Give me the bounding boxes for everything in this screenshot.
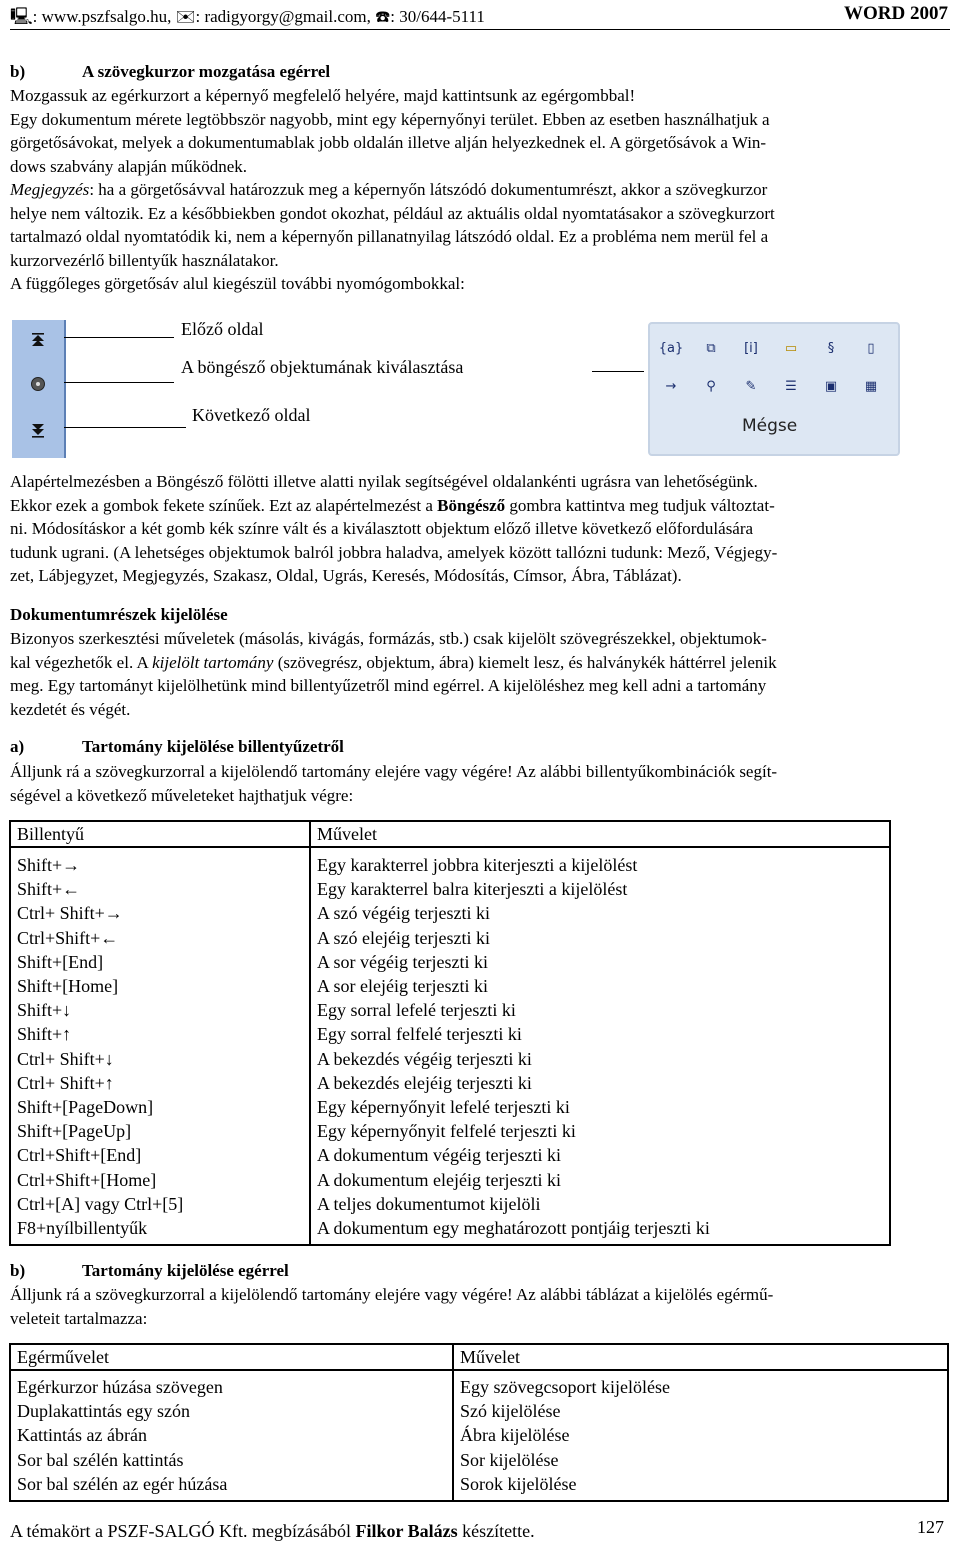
header-contact: 🖳: www.pszfsalgo.hu, ✉: radigyorgy@gmail.com, ☎: 30/644-5111 bbox=[10, 7, 485, 26]
result-cell: Szó kijelölése bbox=[460, 1401, 561, 1422]
action-cell: A sor végéig terjeszti ki bbox=[317, 951, 488, 972]
section-heading-mouse-selection bbox=[10, 1260, 289, 1282]
mouse-action-cell: Egérkurzor húzása szövegen bbox=[17, 1377, 223, 1397]
table-header-cell: Egérművelet bbox=[10, 1344, 453, 1370]
table-body bbox=[10, 847, 890, 1245]
header-divider bbox=[10, 29, 950, 30]
mouse-action-cell: Duplakattintás egy szón bbox=[17, 1401, 190, 1422]
mouse-action-cell: Kattintás az ábrán bbox=[17, 1425, 147, 1446]
paragraph-browse-defaults bbox=[10, 470, 950, 588]
action-cell: Egy sorral lefelé terjeszti ki bbox=[317, 1000, 516, 1021]
action-cell: Egy képernyőnyit lefelé terjeszti ki bbox=[317, 1097, 570, 1118]
text-span: kal végezhetők el. A bbox=[10, 652, 153, 672]
section-number: a) bbox=[10, 737, 25, 756]
callout-previous-page: Előző oldal bbox=[181, 319, 264, 339]
text-line: Bizonyos szerkesztési műveletek (másolás, kivágás, formázás, stb.) csak kijelölt szövegrészekkel, objektumok- bbox=[10, 629, 767, 648]
key-cell: Ctrl+ Shift+→ bbox=[17, 903, 123, 924]
table-icon[interactable]: ▦ bbox=[864, 379, 878, 394]
action-cell: A szó végéig terjeszti ki bbox=[317, 903, 490, 924]
table-header-row bbox=[10, 1344, 948, 1370]
page-footer bbox=[10, 1517, 950, 1542]
key-cell: Ctrl+Shift+← bbox=[17, 927, 119, 948]
key-cell: Shift+← bbox=[17, 879, 81, 900]
key-cell: Ctrl+ Shift+↓ bbox=[17, 1048, 114, 1069]
callout-line bbox=[64, 382, 174, 383]
action-cell: A teljes dokumentumot kijelöli bbox=[317, 1193, 541, 1214]
text-line: helye nem változik. Ez a későbbiekben gondot okozhat, például az aktuális oldal nyomtatásakor a szövegkurzort bbox=[10, 203, 775, 223]
previous-page-icon[interactable] bbox=[28, 332, 48, 348]
key-cell: Ctrl+ Shift+↑ bbox=[17, 1072, 114, 1093]
edits-icon[interactable]: ✎ bbox=[745, 379, 757, 394]
keyboard-shortcut-table bbox=[9, 820, 891, 1246]
cancel-button[interactable]: Mégse bbox=[742, 416, 798, 436]
graphic-icon[interactable]: ▣ bbox=[824, 379, 838, 394]
text-line: ni. Módosításkor a két gomb kék színre vált és a kiválasztott objektum előző illetve következő előfordulására bbox=[10, 519, 754, 538]
callout-next-page: Következő oldal bbox=[192, 405, 311, 425]
footer-text: A témakört a PSZF-SALGÓ Kft. megbízásából bbox=[10, 1521, 356, 1541]
key-cell: Shift+[Home] bbox=[17, 976, 119, 997]
section-heading-cursor-mouse bbox=[10, 61, 330, 83]
mouse-action-column bbox=[10, 1370, 453, 1501]
text-span: gombra kattintva meg tudjuk változtat- bbox=[505, 495, 775, 515]
mouse-action-table bbox=[9, 1343, 949, 1502]
page-header bbox=[10, 2, 950, 28]
text-line: veleteit tartalmazza: bbox=[10, 1308, 148, 1328]
vertical-scrollbar-image bbox=[12, 320, 66, 458]
section-title: Tartomány kijelölése billentyűzetről bbox=[82, 737, 344, 756]
footer-text: készítette. bbox=[457, 1521, 535, 1541]
header-title: WORD 2007 bbox=[844, 3, 948, 24]
table-header-row bbox=[10, 821, 890, 847]
text-line: görgetősávokat, melyek a dokumentumablak jobb oldalán illetve alján helyezkednek el. A görgetősávok a Win- bbox=[10, 133, 767, 152]
section-number: b) bbox=[10, 62, 26, 81]
section-title: A szövegkurzor mozgatása egérrel bbox=[82, 62, 331, 81]
action-cell: A bekezdés elejéig terjeszti ki bbox=[317, 1072, 532, 1093]
field-icon[interactable]: {a} bbox=[658, 341, 684, 356]
table-header-cell: Művelet bbox=[453, 1344, 948, 1370]
note-line bbox=[10, 178, 950, 202]
key-cell: Shift+↓ bbox=[17, 1000, 72, 1021]
goto-icon[interactable]: → bbox=[665, 379, 677, 394]
note-label: Megjegyzés bbox=[10, 180, 90, 199]
table-body bbox=[10, 1370, 948, 1501]
key-cell: Ctrl+Shift+[Home] bbox=[17, 1169, 157, 1190]
footer-author: Filkor Balázs bbox=[355, 1521, 458, 1541]
heading-icon[interactable]: ☰ bbox=[785, 379, 797, 394]
text-line: tartalmazó oldal nyomtatódik ki, nem a képernyőn pillanatnyilag látszódó oldal. Ez a probléma nem merül fel a bbox=[10, 227, 769, 246]
result-cell: Egy szövegcsoport kijelölése bbox=[460, 1377, 670, 1397]
text-line: kurzorvezérlő billentyűk használatakor. bbox=[10, 250, 279, 270]
section-number: b) bbox=[10, 1261, 26, 1280]
text-span: (szövegrész, objektum, ábra) kiemelt lesz, és halványkék háttérrel jelenik bbox=[273, 652, 777, 672]
text-line: Álljunk rá a szövegkurzorral a kijelölendő tartomány elejére vagy végére! Az alábbi billentyűkombinációk segít- bbox=[10, 762, 778, 781]
browse-object-icon[interactable] bbox=[28, 376, 48, 392]
table-header-cell: Billentyű bbox=[10, 821, 310, 847]
text-line: kezdetét és végét. bbox=[10, 699, 131, 719]
key-cell: Shift+→ bbox=[17, 855, 81, 875]
text-line: Egy dokumentum mérete legtöbbször nagyobb, mint egy képernyőnyi terület. Ebben az esetben használhatjuk a bbox=[10, 109, 770, 129]
result-cell: Sorok kijelölése bbox=[460, 1473, 577, 1494]
result-cell: Sor kijelölése bbox=[460, 1449, 559, 1470]
key-column bbox=[10, 847, 310, 1245]
key-cell: Shift+[PageUp] bbox=[17, 1121, 132, 1142]
endnote-icon[interactable]: ⧉ bbox=[706, 341, 716, 356]
text-line: Alapértelmezésben a Böngésző fölötti illetve alatti nyilak segítségével oldalankénti ugrásra van lehetőségünk. bbox=[10, 472, 758, 491]
mouse-action-cell: Sor bal szélén az egér húzása bbox=[17, 1473, 228, 1494]
action-cell: Egy sorral felfelé terjeszti ki bbox=[317, 1024, 522, 1045]
next-page-icon[interactable] bbox=[28, 422, 48, 438]
text-line: dows szabvány alapján működnek. bbox=[10, 156, 247, 176]
action-column bbox=[310, 847, 890, 1245]
result-cell: Ábra kijelölése bbox=[460, 1425, 570, 1446]
find-icon[interactable]: ⚲ bbox=[706, 379, 716, 394]
paragraph-document-parts bbox=[10, 627, 950, 721]
page-number: 127 bbox=[917, 1517, 944, 1537]
key-cell: Shift+[PageDown] bbox=[17, 1097, 154, 1118]
bold-term: Böngésző bbox=[437, 495, 506, 515]
action-cell: A dokumentum egy meghatározott pontjáig terjeszti ki bbox=[317, 1218, 710, 1239]
browse-object-palette bbox=[648, 322, 900, 456]
text-line: ségével a következő műveleteket hajthatjuk végre: bbox=[10, 785, 354, 805]
callout-browse-object: A böngésző objektumának kiválasztása bbox=[181, 357, 464, 377]
text-line: A függőleges görgetősáv alul kiegészül további nyomógombokkal: bbox=[10, 274, 465, 293]
key-cell: F8+nyílbillentyűk bbox=[17, 1218, 148, 1239]
action-cell: A sor elejéig terjeszti ki bbox=[317, 976, 488, 997]
action-cell: Egy képernyőnyit felfelé terjeszti ki bbox=[317, 1121, 576, 1142]
result-column bbox=[453, 1370, 948, 1501]
page-icon[interactable]: ▯ bbox=[867, 341, 875, 356]
key-cell: Shift+[End] bbox=[17, 951, 104, 972]
text-line bbox=[10, 494, 950, 518]
key-cell: Ctrl+Shift+[End] bbox=[17, 1145, 142, 1166]
callout-line bbox=[64, 427, 186, 428]
section-title: Tartomány kijelölése egérrel bbox=[82, 1261, 289, 1280]
comment-icon[interactable]: ▭ bbox=[784, 341, 798, 356]
action-cell: A szó elejéig terjeszti ki bbox=[317, 927, 490, 948]
section-heading-keyboard-selection bbox=[10, 736, 344, 758]
text-line: Álljunk rá a szövegkurzorral a kijelölendő tartomány elejére vagy végére! Az alábbi táblázat a kijelölés egérmű- bbox=[10, 1285, 774, 1304]
action-cell: A dokumentum végéig terjeszti ki bbox=[317, 1145, 561, 1166]
paragraph-cursor-mouse bbox=[10, 84, 950, 296]
action-cell: A dokumentum elejéig terjeszti ki bbox=[317, 1169, 561, 1190]
text-span: : ha a görgetősávval határozzuk meg a képernyőn látszódó dokumentumrészt, akkor a szövegkurzor bbox=[89, 180, 768, 199]
mouse-action-cell: Sor bal szélén kattintás bbox=[17, 1449, 184, 1470]
paragraph-mouse-selection bbox=[10, 1283, 950, 1330]
text-line: zet, Lábjegyzet, Megjegyzés, Szakasz, Oldal, Ugrás, Keresés, Módosítás, Címsor, Ábra, Táblázat). bbox=[10, 566, 682, 585]
footnote-icon[interactable]: [i] bbox=[744, 341, 758, 356]
text-span: Ekkor ezek a gombok fekete színűek. Ezt az alapértelmezést a bbox=[10, 495, 438, 515]
callout-line bbox=[64, 337, 174, 338]
table-header-cell: Művelet bbox=[310, 821, 890, 847]
action-cell: Egy karakterrel balra kiterjeszti a kijelölést bbox=[317, 879, 628, 900]
callout-line bbox=[592, 371, 644, 372]
text-line bbox=[10, 651, 950, 675]
text-line: tudunk ugrani. (A lehetséges objektumok balról jobbra haladva, amelyek között tallózni tudunk: Mező, Végjegy- bbox=[10, 542, 778, 562]
action-cell: A bekezdés végéig terjeszti ki bbox=[317, 1048, 532, 1069]
key-cell: Shift+↑ bbox=[17, 1024, 72, 1045]
action-cell: Egy karakterrel jobbra kiterjeszti a kijelölést bbox=[317, 855, 638, 875]
text-line: meg. Egy tartományt kijelölhetünk mind billentyűzetről mind egérrel. A kijelöléshez meg kell adni a tartomány bbox=[10, 676, 767, 695]
section-heading-document-parts: Dokumentumrészek kijelölése bbox=[10, 605, 228, 624]
key-cell: Ctrl+[A] vagy Ctrl+[5] bbox=[17, 1193, 184, 1214]
paragraph-keyboard-selection bbox=[10, 760, 950, 807]
text-line: Mozgassuk az egérkurzort a képernyő megfelelő helyére, majd kattintsunk az egérgombbal! bbox=[10, 86, 636, 105]
italic-term: kijelölt tartomány bbox=[152, 652, 274, 672]
section-icon[interactable]: § bbox=[827, 341, 835, 356]
